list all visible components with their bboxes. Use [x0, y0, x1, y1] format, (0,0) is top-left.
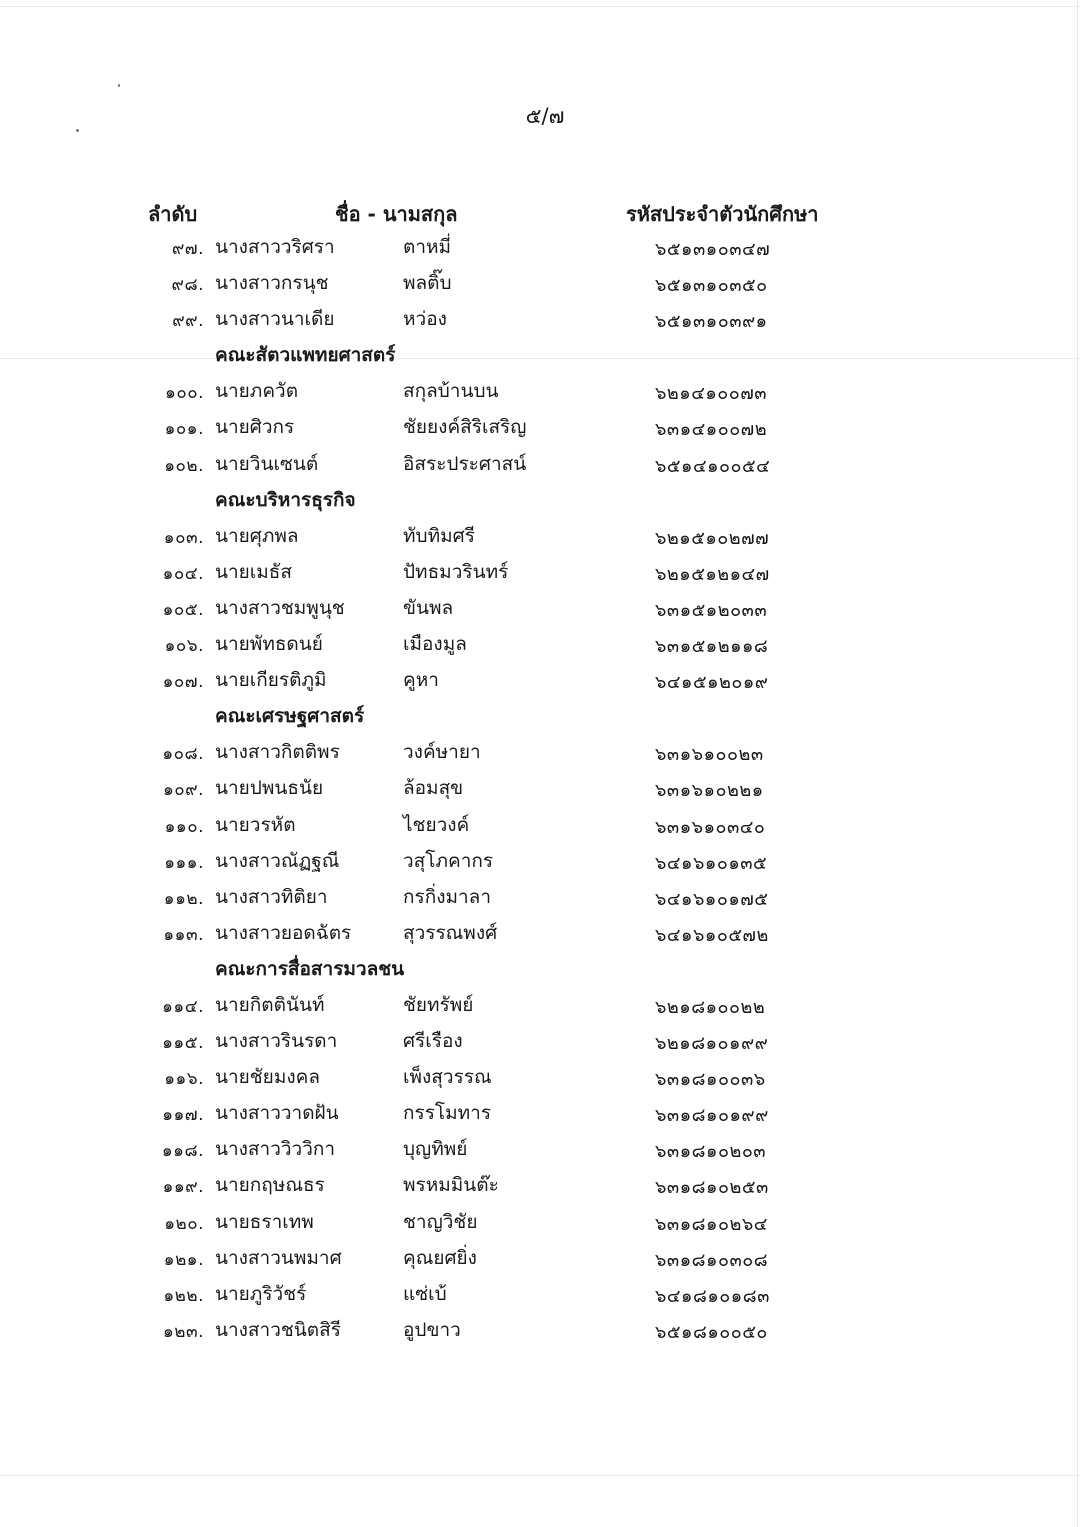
row-number: ๑๑๓. [163, 924, 204, 945]
last-name: ไชยวงค์ [403, 813, 470, 836]
student-id: ๖๓๑๘๑๐๑๙๙ [655, 1105, 769, 1127]
last-name: แซ่เบ้ [403, 1282, 447, 1305]
student-id: ๖๕๑๓๑๐๓๙๑ [655, 311, 768, 333]
row-number: ๑๒๐. [164, 1213, 204, 1234]
last-name: เมืองมูล [403, 633, 467, 656]
table-row [0, 1056, 1080, 1092]
table-row [0, 587, 1080, 623]
student-id: ๖๕๑๔๑๐๐๕๔ [655, 455, 771, 477]
last-name: ปัทธมวรินทร์ [403, 560, 509, 583]
first-name: นางสาวชนิตสิรี [215, 1318, 341, 1341]
last-name: ขันพล [403, 596, 454, 619]
student-id: ๖๓๑๖๑๐๓๔๐ [655, 816, 766, 838]
table-row [0, 912, 1080, 948]
table-row [0, 551, 1080, 587]
faculty-heading-row [0, 334, 1080, 370]
table-row [0, 262, 1080, 298]
last-name: สกุลบ้านบน [403, 380, 499, 403]
student-id: ๖๔๑๖๑๐๕๗๒ [655, 924, 769, 946]
header-name: ชื่อ - นามสกุล [335, 202, 458, 226]
first-name: นางสาววริศรา [215, 236, 335, 258]
row-number: ๑๒๒. [163, 1285, 204, 1306]
first-name: นายธราเทพ [215, 1210, 314, 1233]
last-name: สุวรรณพงศ์ [403, 921, 498, 944]
faculty-heading: คณะเศรษฐศาสตร์ [215, 705, 365, 728]
table-row [0, 623, 1080, 659]
table-row [0, 1164, 1080, 1200]
row-number: ๙๘. [171, 275, 204, 296]
row-number: ๑๐๔. [162, 563, 204, 584]
table-row [0, 840, 1080, 876]
faculty-heading: คณะการสื่อสารมวลชน [215, 957, 405, 980]
last-name: บุญทิพย์ [403, 1138, 468, 1161]
last-name: ชัยทรัพย์ [403, 993, 474, 1016]
table-row [0, 1309, 1080, 1345]
table-row [0, 876, 1080, 912]
student-id: ๖๓๑๘๑๐๒๖๔ [655, 1213, 768, 1235]
row-number: ๑๐๓. [163, 527, 204, 548]
last-name: ล้อมสุข [403, 777, 464, 800]
scan-speck [118, 84, 120, 87]
student-id: ๖๒๑๕๑๐๒๗๗ [655, 527, 770, 549]
table-row [0, 1201, 1080, 1237]
first-name: นายภควัต [215, 380, 299, 403]
last-name: หว่อง [403, 308, 447, 331]
first-name: นายวรหัต [215, 813, 296, 836]
first-name: นางสาววิววิกา [215, 1138, 336, 1161]
student-id: ๖๕๑๓๑๐๓๕๐ [655, 275, 768, 297]
table-row [0, 298, 1080, 334]
first-name: นางสาวนพมาศ [215, 1246, 342, 1269]
student-id: ๖๕๑๘๑๐๐๕๐ [655, 1321, 768, 1343]
last-name: ชัยยงค์สิริเสริญ [403, 416, 527, 439]
row-number: ๑๐๕. [162, 599, 204, 620]
student-id: ๖๔๑๕๑๒๐๑๙ [655, 672, 769, 694]
table-row [0, 1020, 1080, 1056]
student-id: ๖๔๑๘๑๐๑๘๓ [655, 1285, 770, 1307]
last-name: ศรีเรือง [403, 1030, 463, 1053]
student-id: ๖๕๑๓๑๐๓๔๗ [655, 239, 771, 260]
first-name: นางสาววาดฝัน [215, 1102, 339, 1125]
last-name: ทับทิมศรี [403, 524, 475, 547]
last-name: ชาญวิชัย [403, 1210, 478, 1233]
table-row [0, 984, 1080, 1020]
student-id: ๖๒๑๕๑๒๑๔๗ [655, 563, 770, 585]
faculty-heading: คณะสัตวแพทยศาสตร์ [215, 344, 396, 367]
first-name: นายศิวกร [215, 416, 295, 439]
student-id: ๖๓๑๕๑๒๐๓๓ [655, 599, 768, 621]
first-name: นางสาวรินรดา [215, 1030, 338, 1053]
student-id: ๖๔๑๖๑๐๑๗๕ [655, 888, 769, 910]
faculty-heading-row [0, 948, 1080, 984]
row-number: ๑๐๘. [162, 744, 204, 765]
table-header [0, 194, 1080, 230]
table-row [0, 226, 1080, 262]
table-row [0, 1092, 1080, 1128]
student-id: ๖๒๑๘๑๐๑๙๙ [655, 1033, 769, 1055]
student-id: ๖๓๑๖๑๐๒๒๑ [655, 780, 764, 802]
last-name: อูปขาว [403, 1318, 461, 1341]
table-row [0, 731, 1080, 767]
row-number: ๑๑๒. [163, 888, 204, 909]
header-order: ลำดับ [148, 202, 198, 226]
table-row [0, 804, 1080, 840]
last-name: วงค์ษายา [403, 741, 481, 764]
first-name: นายกิตตินันท์ [215, 993, 325, 1016]
last-name: ตาหมี่ [403, 236, 452, 258]
last-name: วสุโภคากร [403, 849, 494, 872]
last-name: พลติ๊บ [403, 272, 452, 295]
table-row [0, 1273, 1080, 1309]
student-id: ๖๓๑๕๑๒๑๑๘ [655, 636, 769, 658]
student-id: ๖๓๑๘๑๐๒๕๓ [655, 1177, 769, 1199]
row-number: ๙๗. [171, 239, 204, 259]
page-number: ๕/๗ [525, 104, 565, 128]
first-name: นางสาวยอดฉัตร [215, 921, 352, 944]
faculty-heading-row [0, 479, 1080, 515]
faculty-heading-row [0, 695, 1080, 731]
row-number: ๑๐๙. [162, 780, 204, 801]
last-name: กรรโมทาร [403, 1102, 492, 1125]
row-number: ๑๑๙. [162, 1177, 204, 1198]
row-number: ๑๒๓. [162, 1321, 204, 1342]
first-name: นางสาวทิติยา [215, 885, 328, 908]
first-name: นายเมธัส [215, 560, 293, 583]
row-number: ๑๐๑. [164, 419, 204, 440]
last-name: อิสระประศาสน์ [403, 452, 527, 475]
student-id: ๖๓๑๔๑๐๐๗๒ [655, 419, 768, 441]
student-id: ๖๓๑๘๑๐๐๓๖ [655, 1069, 766, 1091]
row-number: ๑๐๗. [162, 672, 204, 693]
first-name: นายกฤษณธร [215, 1174, 325, 1197]
row-number: ๙๙. [172, 311, 204, 332]
first-name: นางสาวณัฏฐณี [215, 849, 340, 872]
first-name: นางสาวกิตติพร [215, 741, 340, 764]
header-student-id: รหัสประจำตัวนักศึกษา [626, 202, 819, 226]
first-name: นางสาวนาเดีย [215, 308, 335, 331]
row-number: ๑๐๖. [164, 636, 204, 657]
table-row [0, 767, 1080, 803]
first-name: นายปพนธนัย [215, 777, 324, 800]
table-row [0, 1128, 1080, 1164]
last-name: คุณยศยิ่ง [403, 1246, 477, 1269]
scan-fold-line [0, 6, 1080, 7]
first-name: นายศุภพล [215, 524, 299, 547]
first-name: นางสาวกรนุช [215, 272, 329, 295]
row-number: ๑๑๑. [164, 852, 204, 873]
row-number: ๑๑๖. [164, 1069, 204, 1090]
row-number: ๑๑๘. [161, 1141, 204, 1162]
last-name: เพ็งสุวรรณ [403, 1066, 492, 1089]
first-name: นายวินเซนต์ [215, 452, 319, 475]
first-name: นายพัทธดนย์ [215, 633, 323, 656]
table-row [0, 406, 1080, 442]
first-name: นายชัยมงคล [215, 1066, 320, 1089]
last-name: พรหมมินต๊ะ [403, 1174, 499, 1197]
faculty-heading: คณะบริหารธุรกิจ [215, 488, 356, 511]
row-number: ๑๑๗. [162, 1105, 204, 1126]
table-row [0, 515, 1080, 551]
row-number: ๑๐๒. [164, 455, 204, 476]
student-id: ๖๔๑๖๑๐๑๓๕ [655, 852, 768, 874]
row-number: ๑๑๔. [162, 996, 204, 1017]
table-row [0, 443, 1080, 479]
scan-fold-line [0, 1475, 1080, 1476]
table-row [0, 1237, 1080, 1273]
student-id: ๖๓๑๖๑๐๐๒๓ [655, 744, 764, 766]
student-id: ๖๓๑๘๑๐๓๐๘ [655, 1249, 769, 1271]
last-name: คูหา [403, 669, 439, 692]
student-id: ๖๒๑๔๑๐๐๗๓ [655, 383, 768, 405]
last-name: กรกิ่งมาลา [403, 885, 491, 908]
row-number: ๑๒๑. [163, 1249, 204, 1270]
first-name: นายเกียรติภูมิ [215, 669, 327, 692]
first-name: นายภูริวัชร์ [215, 1282, 307, 1305]
row-number: ๑๑๐. [164, 816, 204, 837]
student-id: ๖๓๑๘๑๐๒๐๓ [655, 1141, 767, 1163]
row-number: ๑๐๐. [165, 383, 204, 404]
table-row [0, 659, 1080, 695]
row-number: ๑๑๕. [162, 1033, 204, 1054]
student-list [0, 226, 1080, 1345]
first-name: นางสาวชมพูนุช [215, 596, 345, 619]
table-row [0, 370, 1080, 406]
student-id: ๖๒๑๘๑๐๐๒๒ [655, 996, 766, 1018]
